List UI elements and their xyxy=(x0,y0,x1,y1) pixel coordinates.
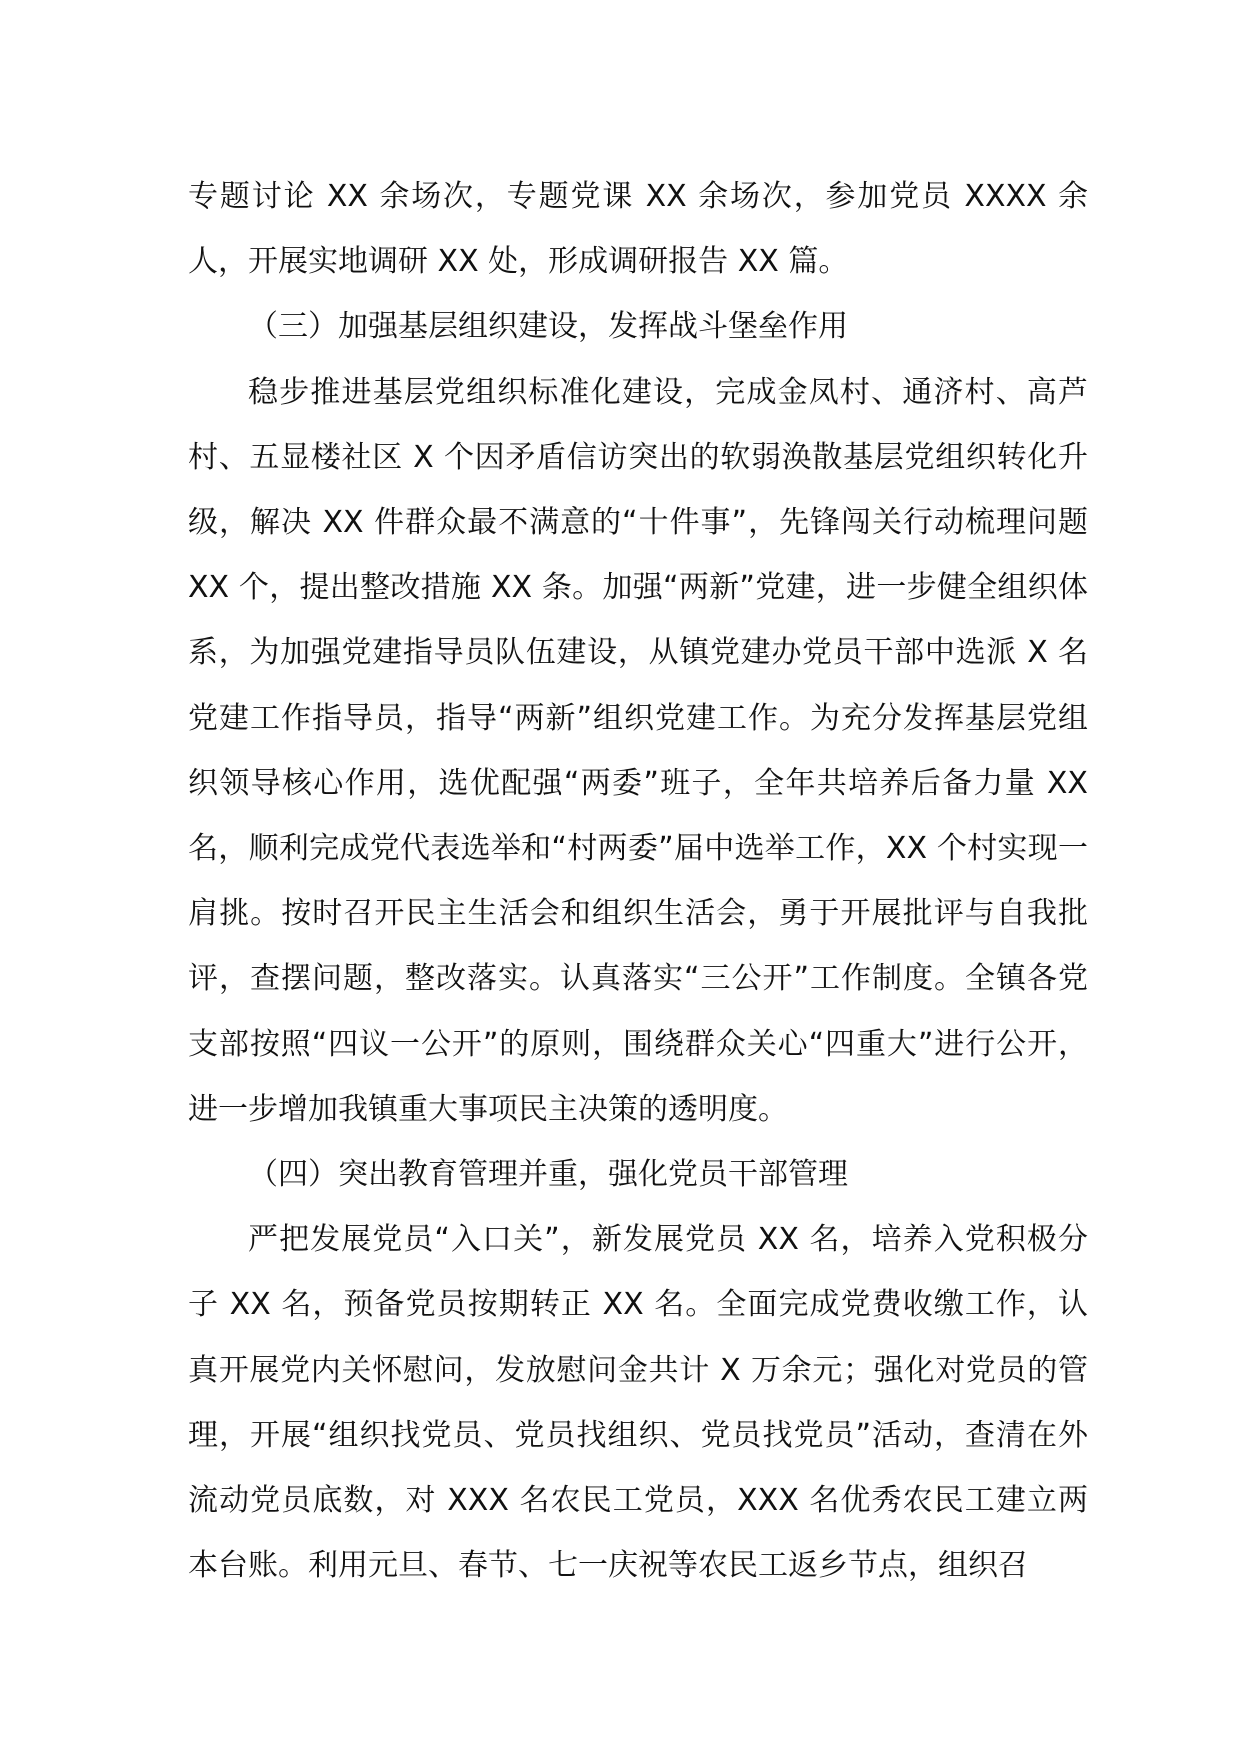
document-body xyxy=(188,164,1088,1598)
paragraph-organization-building: 稳步推进基层党组织标准化建设，完成金凤村、通济村、高芦村、五显楼社区 X 个因矛盾信访突出的软弱涣散基层党组织转化升级，解决 XX 件群众最不满意的“十件事”，先锋闯关行动梳理问题 XX 个，提出整改措施 XX 条。加强“两新”党建，进一步健全组织体系，为加强党建指导员队伍建设，从镇党建办党员干部中选派 X 名党建工作指导员，指导“两新”组织党建工作。为充分发挥基层党组织领导核心作用，选优配强“两委”班子，全年共培养后备力量 XX 名，顺利完成党代表选举和“村两委”届中选举工作，XX 个村实现一肩挑。按时召开民主生活会和组织生活会，勇于开展批评与自我批评，查摆问题，整改落实。认真落实“三公开”工作制度。全镇各党支部按照“四议一公开”的原则，围绕群众关心“四重大”进行公开，进一步增加我镇重大事项民主决策的透明度。 xyxy=(188,374,1088,1127)
paragraph-member-management: 严把发展党员“入口关”，新发展党员 XX 名，培养入党积极分子 XX 名，预备党员按期转正 XX 名。全面完成党费收缴工作，认真开展党内关怀慰问，发放慰问金共计 X 万余元；强化对党员的管理，开展“组织找党员、党员找组织、党员找党员”活动，查清在外流动党员底数，对 XXX 名农民工党员，XXX 名优秀农民工建立两本台账。利用元旦、春节、七一庆祝等农民工返乡节点，组织召 xyxy=(188,1222,1088,1584)
paragraph-continuation: 专题讨论 XX 余场次，专题党课 XX 余场次，参加党员 XXXX 余人，开展实地调研 XX 处，形成调研报告 XX 篇。 xyxy=(188,179,1088,280)
section-heading-three: （三）加强基层组织建设，发挥战斗堡垒作用 xyxy=(248,309,848,345)
section-heading-four: （四）突出教育管理并重，强化党员干部管理 xyxy=(248,1157,848,1193)
